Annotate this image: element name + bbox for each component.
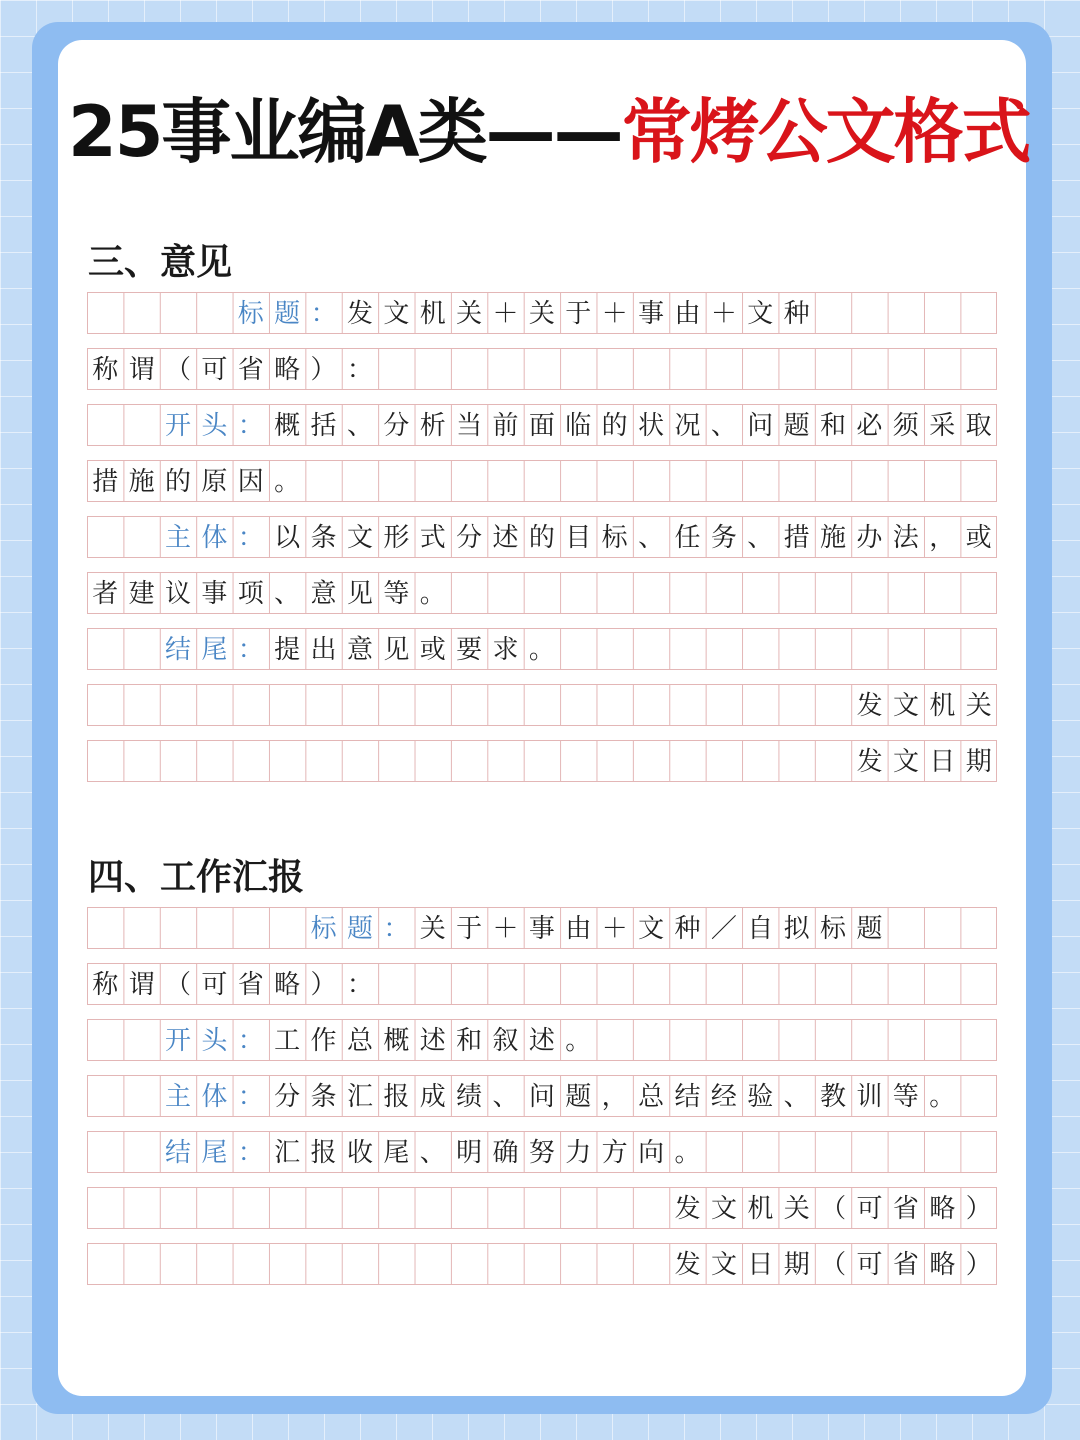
field-text-char: 绩 [456, 1082, 483, 1112]
field-text-char: 议 [164, 579, 191, 609]
field-text-char: （ [820, 1250, 847, 1280]
field-text-char: 、 [710, 411, 737, 441]
field-label-char: 头 [201, 411, 228, 441]
field-text-char: 述 [492, 523, 519, 553]
field-text-char: 叙 [492, 1026, 519, 1056]
field-text-char: 求 [492, 635, 519, 665]
field-text-char: 文 [892, 747, 919, 777]
field-text-char: 机 [747, 1194, 774, 1224]
field-label-char: 标 [237, 299, 264, 329]
field-text-char: 析 [419, 411, 446, 441]
field-text-char: 条 [310, 1082, 337, 1112]
field-text-char: 等 [892, 1082, 919, 1112]
field-text-char: 题 [856, 914, 883, 944]
grid-row [87, 740, 997, 782]
field-text-char: ＋ [601, 299, 628, 329]
field-text-char: 原 [201, 467, 228, 497]
field-text-char: 事 [528, 914, 555, 944]
field-text-char: 事 [201, 579, 228, 609]
field-label-char: ： [237, 1138, 264, 1168]
field-text-char: 自 [747, 914, 774, 944]
field-text-char: 、 [783, 1082, 810, 1112]
field-text-char: 式 [419, 523, 446, 553]
field-text-char: 略 [929, 1250, 956, 1280]
field-text-char: 的 [601, 411, 628, 441]
field-text-char: 尾 [383, 1138, 410, 1168]
grid-line-text [851, 685, 997, 727]
field-text-char: 和 [820, 411, 847, 441]
grid-row [87, 1131, 997, 1173]
field-text-char: 况 [674, 411, 701, 441]
field-text-char: 分 [383, 411, 410, 441]
grid-line-text [305, 908, 887, 950]
field-text-char: 发 [856, 691, 883, 721]
field-text-char: 方 [601, 1138, 628, 1168]
field-text-char: 报 [310, 1138, 337, 1168]
field-text-char: 于 [456, 914, 483, 944]
field-text-char: 经 [710, 1082, 737, 1112]
field-text-char: 施 [128, 467, 155, 497]
field-text-char: 见 [346, 579, 373, 609]
page-title [68, 84, 1028, 180]
field-text-char: 可 [201, 355, 228, 385]
field-text-char: ＋ [492, 914, 519, 944]
grid-line-text [160, 629, 560, 671]
field-text-char: 训 [856, 1082, 883, 1112]
grid-row [87, 907, 997, 949]
field-text-char: 种 [783, 299, 810, 329]
grid-line-text [160, 517, 997, 559]
field-text-char: 状 [638, 411, 665, 441]
field-text-char: 任 [674, 523, 701, 553]
field-text-char: 、 [419, 1138, 446, 1168]
field-text-char: 报 [383, 1082, 410, 1112]
field-text-char: ／ [710, 914, 737, 944]
field-text-char: 发 [674, 1250, 701, 1280]
field-label-char: ： [310, 299, 337, 329]
grid-line-text [160, 1020, 597, 1062]
field-text-char: 略 [929, 1194, 956, 1224]
field-text-char: 意 [346, 635, 373, 665]
field-text-char: 法 [892, 523, 919, 553]
field-text-char: ） [310, 355, 337, 385]
field-label-char: ： [237, 1082, 264, 1112]
field-text-char: 须 [892, 411, 919, 441]
field-label-char: 标 [310, 914, 337, 944]
field-text-char: 发 [856, 747, 883, 777]
field-text-char: 事 [638, 299, 665, 329]
grid-line-text [160, 1076, 961, 1118]
grid-line-text [669, 1244, 997, 1286]
field-text-char: 教 [820, 1082, 847, 1112]
field-text-char: 措 [92, 467, 119, 497]
field-text-char: 期 [783, 1250, 810, 1280]
field-text-char: 省 [237, 970, 264, 1000]
field-text-char: 题 [783, 411, 810, 441]
field-text-char: 发 [346, 299, 373, 329]
field-text-char: ， [601, 1082, 628, 1112]
field-text-char: 种 [674, 914, 701, 944]
field-text-char: 。 [528, 635, 555, 665]
field-text-char: 标 [601, 523, 628, 553]
field-text-char: 述 [528, 1026, 555, 1056]
field-text-char: ） [310, 970, 337, 1000]
field-label-char: 主 [164, 523, 191, 553]
field-text-char: 省 [892, 1194, 919, 1224]
field-text-char: 建 [128, 579, 155, 609]
field-text-char: 概 [383, 1026, 410, 1056]
field-text-char: 省 [892, 1250, 919, 1280]
field-text-char: 分 [274, 1082, 301, 1112]
field-text-char: 由 [674, 299, 701, 329]
grid-row [87, 963, 997, 1005]
field-text-char: 形 [383, 523, 410, 553]
field-text-char: 措 [783, 523, 810, 553]
field-text-char: 面 [528, 411, 555, 441]
field-text-char: 或 [965, 523, 992, 553]
field-text-char: 文 [710, 1194, 737, 1224]
field-label-char: 头 [201, 1026, 228, 1056]
field-text-char: 成 [419, 1082, 446, 1112]
field-text-char: 务 [710, 523, 737, 553]
grid-row [87, 1075, 997, 1117]
field-text-char: （ [164, 970, 191, 1000]
grid-row [87, 460, 997, 502]
grid-line-text [87, 349, 378, 391]
grid-row [87, 1243, 997, 1285]
field-text-char: 的 [528, 523, 555, 553]
field-text-char: 和 [456, 1026, 483, 1056]
field-text-char: ， [929, 523, 956, 553]
field-text-char: 发 [674, 1194, 701, 1224]
grid-line-text [233, 293, 815, 335]
field-text-char: 汇 [274, 1138, 301, 1168]
field-text-char: 作 [310, 1026, 337, 1056]
field-text-char: 谓 [128, 970, 155, 1000]
field-text-char: 由 [565, 914, 592, 944]
field-text-char: 验 [747, 1082, 774, 1112]
field-text-char: 略 [274, 355, 301, 385]
field-text-char: 文 [346, 523, 373, 553]
field-text-char: 施 [820, 523, 847, 553]
field-text-char: 以 [274, 523, 301, 553]
field-text-char: ） [965, 1194, 992, 1224]
field-text-char: 取 [965, 411, 992, 441]
field-text-char: 结 [674, 1082, 701, 1112]
field-text-char: 分 [456, 523, 483, 553]
field-text-char: 关 [419, 914, 446, 944]
field-text-char: 当 [456, 411, 483, 441]
field-text-char: 必 [856, 411, 883, 441]
field-label-char: ： [383, 914, 410, 944]
field-text-char: 、 [346, 411, 373, 441]
field-text-char: 。 [419, 579, 446, 609]
field-text-char: 明 [456, 1138, 483, 1168]
grid-row [87, 572, 997, 614]
field-label-char: 题 [346, 914, 373, 944]
field-text-char: 意 [310, 579, 337, 609]
field-label-char: 尾 [201, 635, 228, 665]
field-text-char: 。 [565, 1026, 592, 1056]
field-text-char: 收 [346, 1138, 373, 1168]
grid-row [87, 684, 997, 726]
field-text-char: 谓 [128, 355, 155, 385]
grid-row [87, 1019, 997, 1061]
field-text-char: 问 [528, 1082, 555, 1112]
field-text-char: 努 [528, 1138, 555, 1168]
grid-row [87, 404, 997, 446]
grid-line-text [87, 964, 378, 1006]
grid-line-text [669, 1188, 997, 1230]
field-text-char: 可 [856, 1194, 883, 1224]
field-text-char: 、 [492, 1082, 519, 1112]
field-text-char: 标 [820, 914, 847, 944]
field-text-char: 的 [164, 467, 191, 497]
grid-line-text [160, 405, 997, 447]
field-text-char: 文 [892, 691, 919, 721]
field-label-char: 体 [201, 1082, 228, 1112]
field-text-char: 要 [456, 635, 483, 665]
field-label-char: ： [237, 411, 264, 441]
grid-row [87, 516, 997, 558]
field-text-char: 省 [237, 355, 264, 385]
field-text-char: 关 [783, 1194, 810, 1224]
field-text-char: ＋ [601, 914, 628, 944]
field-text-char: 办 [856, 523, 883, 553]
field-text-char: 拟 [783, 914, 810, 944]
field-text-char: 确 [492, 1138, 519, 1168]
field-label-char: ： [237, 1026, 264, 1056]
field-text-char: 期 [965, 747, 992, 777]
page-title-highlight: 常烤公文格式 [621, 91, 1030, 173]
field-text-char: 关 [965, 691, 992, 721]
grid-row [87, 348, 997, 390]
field-text-char: 可 [856, 1250, 883, 1280]
field-text-char: 可 [201, 970, 228, 1000]
field-text-char: （ [820, 1194, 847, 1224]
field-text-char: 。 [274, 467, 301, 497]
page-title-main: 25事业编A类—— [68, 91, 622, 173]
field-text-char: 向 [638, 1138, 665, 1168]
grid-row [87, 292, 997, 334]
field-text-char: 临 [565, 411, 592, 441]
field-text-char: （ [164, 355, 191, 385]
field-text-char: 文 [638, 914, 665, 944]
field-text-char: 工 [274, 1026, 301, 1056]
grid-row [87, 628, 997, 670]
field-text-char: 略 [274, 970, 301, 1000]
field-text-char: 文 [383, 299, 410, 329]
field-text-char: 关 [528, 299, 555, 329]
field-label-char: 主 [164, 1082, 191, 1112]
field-text-char: 问 [747, 411, 774, 441]
field-text-char: 者 [92, 579, 119, 609]
field-text-char: 关 [456, 299, 483, 329]
field-text-char: ＋ [710, 299, 737, 329]
field-text-char: 出 [310, 635, 337, 665]
field-text-char: 提 [274, 635, 301, 665]
field-label-char: 题 [274, 299, 301, 329]
field-text-char: ： [346, 355, 373, 385]
field-text-char: 机 [419, 299, 446, 329]
field-label-char: 开 [164, 1026, 191, 1056]
grid-row [87, 1187, 997, 1229]
field-label-char: 开 [164, 411, 191, 441]
field-text-char: 因 [237, 467, 264, 497]
field-label-char: ： [237, 523, 264, 553]
field-text-char: 、 [638, 523, 665, 553]
grid-line-text [160, 1132, 706, 1174]
field-text-char: 。 [674, 1138, 701, 1168]
field-text-char: 文 [747, 299, 774, 329]
field-text-char: 括 [310, 411, 337, 441]
field-text-char: 项 [237, 579, 264, 609]
grid-line-text [851, 741, 997, 783]
field-text-char: 机 [929, 691, 956, 721]
field-text-char: 。 [929, 1082, 956, 1112]
field-label-char: 尾 [201, 1138, 228, 1168]
field-text-char: 等 [383, 579, 410, 609]
field-text-char: ＋ [492, 299, 519, 329]
field-text-char: 日 [747, 1250, 774, 1280]
field-text-char: 题 [565, 1082, 592, 1112]
field-text-char: 概 [274, 411, 301, 441]
field-label-char: 结 [164, 635, 191, 665]
grid-line-text [87, 461, 305, 503]
field-text-char: 目 [565, 523, 592, 553]
field-text-char: 条 [310, 523, 337, 553]
grid-line-text [87, 573, 451, 615]
field-text-char: 称 [92, 355, 119, 385]
field-text-char: 、 [274, 579, 301, 609]
field-text-char: 汇 [346, 1082, 373, 1112]
field-text-char: 总 [638, 1082, 665, 1112]
field-text-char: 前 [492, 411, 519, 441]
field-text-char: 或 [419, 635, 446, 665]
field-text-char: 见 [383, 635, 410, 665]
field-text-char: 、 [747, 523, 774, 553]
section-heading-opinion: 三、意见 [88, 242, 233, 283]
field-text-char: 日 [929, 747, 956, 777]
field-text-char: 称 [92, 970, 119, 1000]
field-label-char: 结 [164, 1138, 191, 1168]
field-text-char: 采 [929, 411, 956, 441]
field-text-char: 于 [565, 299, 592, 329]
field-label-char: ： [237, 635, 264, 665]
field-text-char: 述 [419, 1026, 446, 1056]
field-text-char: 总 [346, 1026, 373, 1056]
field-text-char: ： [346, 970, 373, 1000]
field-text-char: 文 [710, 1250, 737, 1280]
field-text-char: 力 [565, 1138, 592, 1168]
field-label-char: 体 [201, 523, 228, 553]
field-text-char: ） [965, 1250, 992, 1280]
section-heading-work-report: 四、工作汇报 [88, 857, 305, 898]
